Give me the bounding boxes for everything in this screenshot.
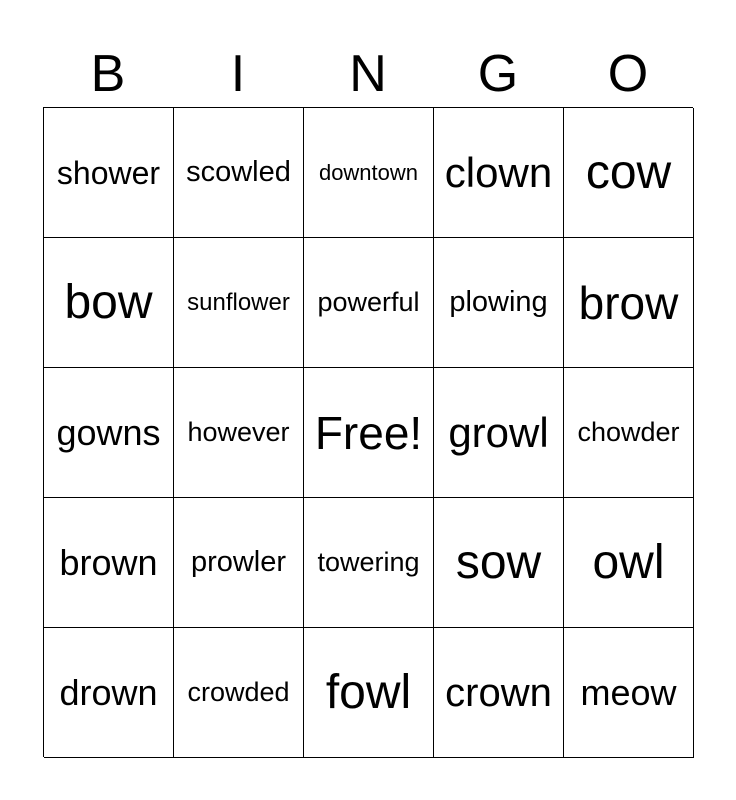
bingo-cell-r2c5[interactable]: brow: [564, 238, 694, 368]
bingo-cell-r2c2[interactable]: sunflower: [174, 238, 304, 368]
bingo-cell-r1c4[interactable]: clown: [434, 108, 564, 238]
bingo-cell-r4c4[interactable]: sow: [434, 498, 564, 628]
bingo-cell-r4c2[interactable]: prowler: [174, 498, 304, 628]
bingo-cell-r3c5[interactable]: chowder: [564, 368, 694, 498]
bingo-cell-r1c2[interactable]: scowled: [174, 108, 304, 238]
bingo-cell-r5c1[interactable]: drown: [44, 628, 174, 758]
bingo-cell-r2c3[interactable]: powerful: [304, 238, 434, 368]
bingo-header: [43, 40, 693, 108]
bingo-cell-free-space[interactable]: Free!: [304, 368, 434, 498]
bingo-board: [43, 107, 693, 757]
bingo-cell-r5c2[interactable]: crowded: [174, 628, 304, 758]
bingo-cell-r5c4[interactable]: crown: [434, 628, 564, 758]
header-letter-n: N: [349, 45, 387, 103]
bingo-cell-r4c3[interactable]: towering: [304, 498, 434, 628]
bingo-cell-r2c4[interactable]: plowing: [434, 238, 564, 368]
bingo-cell-r1c3[interactable]: downtown: [304, 108, 434, 238]
bingo-cell-r3c1[interactable]: gowns: [44, 368, 174, 498]
bingo-cell-r1c5[interactable]: cow: [564, 108, 694, 238]
bingo-cell-r4c1[interactable]: brown: [44, 498, 174, 628]
bingo-cell-r5c5[interactable]: meow: [564, 628, 694, 758]
bingo-cell-r3c2[interactable]: however: [174, 368, 304, 498]
header-letter-g: G: [477, 45, 519, 103]
header-letter-b: B: [90, 45, 126, 103]
bingo-cell-r1c1[interactable]: shower: [44, 108, 174, 238]
header-letter-i: I: [230, 45, 246, 103]
bingo-cell-r5c3[interactable]: fowl: [304, 628, 434, 758]
bingo-cell-r4c5[interactable]: owl: [564, 498, 694, 628]
bingo-cell-r3c4[interactable]: growl: [434, 368, 564, 498]
header-letter-o: O: [607, 45, 649, 103]
bingo-cell-r2c1[interactable]: bow: [44, 238, 174, 368]
